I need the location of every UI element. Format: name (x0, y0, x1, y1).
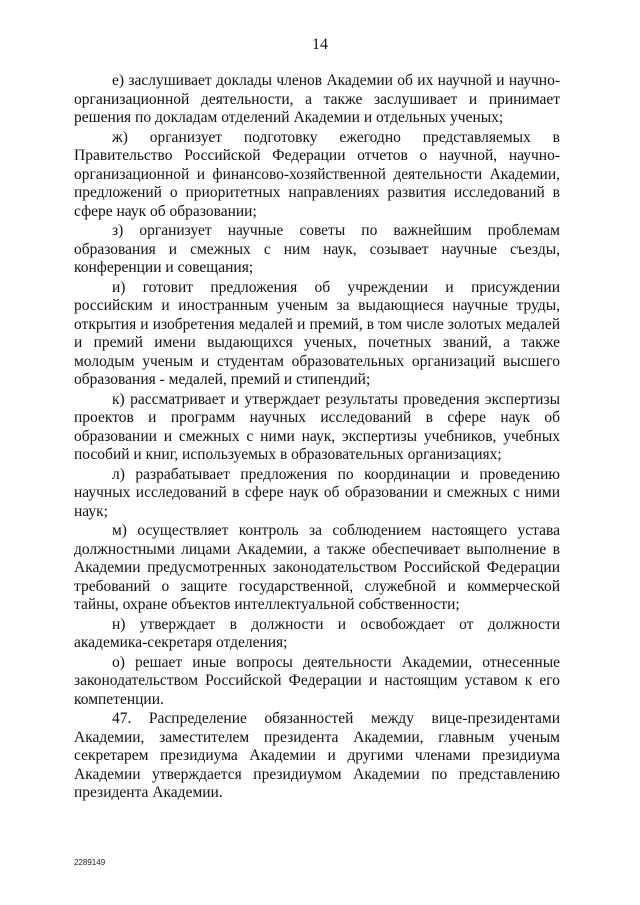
paragraph-n: н) утверждает в должности и освобождает от должности академика-секретаря отделения; (74, 615, 560, 651)
paragraph-i: и) готовит предложения об учреждении и присуждении российским и иностранным ученым за выдающиеся научные труды, открытия и изобретения медалей и премий, в том числе золотых медалей и премий имени выдающихся ученых, почетных званий, а также молодым ученым и студентам образовательных организаций высшего образования - медалей, премий и стипендий; (74, 278, 560, 388)
paragraph-zh: ж) организует подготовку ежегодно представляемых в Правительство Российской Федерации отчетов о научной, научно-организационной и финансово-хозяйственной деятельности Академии, предложений о приоритетных направлениях развития исследований в сфере наук об образовании; (74, 128, 560, 220)
page-number: 14 (312, 36, 328, 53)
document-code: 2289149 (74, 858, 106, 867)
paragraph-z: з) организует научные советы по важнейшим проблемам образования и смежных с ним наук, созывает научные съезды, конференции и совещания; (74, 222, 560, 276)
paragraph-l: л) разрабатывает предложения по координации и проведению научных исследований в сфере наук об образовании и смежных с ними наук; (74, 465, 560, 520)
paragraph-m: м) осуществляет контроль за соблюдением настоящего устава должностными лицами Академии, а также обеспечивает выполнение в Академии предусмотренных законодательством Российской Федерации требований о защите государственной, служебной и коммерческой тайны, охране объектов интеллектуальной собственности; (74, 522, 560, 613)
paragraph-k: к) рассматривает и утверждает результаты проведения экспертизы проектов и программ научных исследований в сфере наук об образовании и смежных с ними наук, экспертизы учебников, учебных пособий и книг, используемых в образовательных организациях; (74, 390, 560, 463)
paragraph-o: о) решает иные вопросы деятельности Академии, отнесенные законодательством Российской Федерации и настоящим уставом к его компетенции. (74, 653, 560, 708)
paragraph-47: 47. Распределение обязанностей между вице-президентами Академии, заместителем президента Академии, главным ученым секретарем президиума Академии и другими членами президиума Академии утверждается президиумом Академии по представлению президента Академии. (74, 710, 560, 801)
document-body (74, 72, 560, 804)
paragraph-e: е) заслушивает доклады членов Академии об их научной и научно-организационной деятельности, а также заслушивает и принимает решения по докладам отделений Академии и отдельных ученых; (74, 72, 560, 126)
